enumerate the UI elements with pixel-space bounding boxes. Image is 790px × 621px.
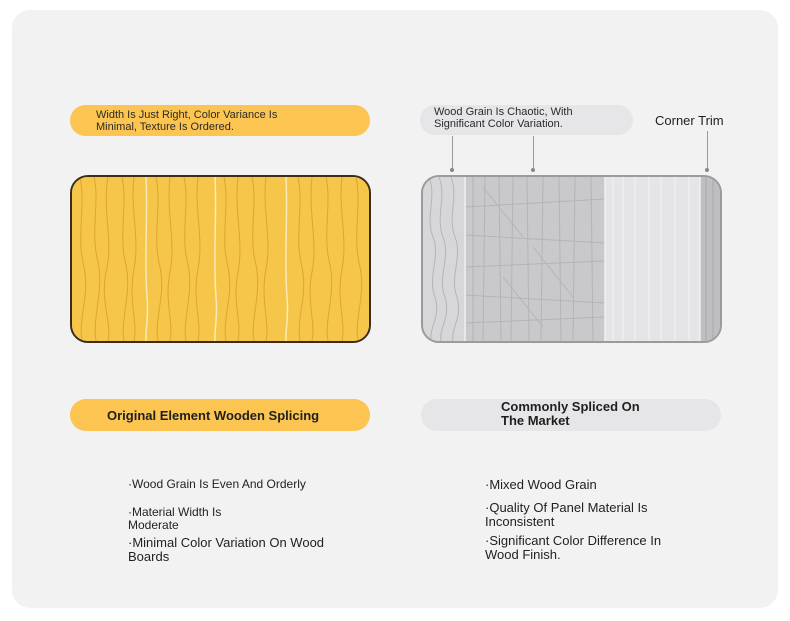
original-wood-panel [70, 175, 371, 343]
left-top-note: Width Is Just Right, Color Variance Is Minimal, Texture Is Ordered. [96, 109, 278, 133]
right-feature-3: ·Significant Color Difference In Wood Finish. [485, 533, 662, 562]
corner-trim-label: Corner Trim [655, 113, 724, 128]
leader-dot-3 [705, 168, 709, 172]
right-feature-1: ·Mixed Wood Grain [485, 477, 597, 492]
leader-dot-2 [531, 168, 535, 172]
leader-line-3 [707, 131, 708, 170]
right-label-pill [421, 399, 721, 431]
gray-wood-grain-texture [423, 177, 720, 341]
leader-line-2 [533, 136, 534, 170]
market-wood-panel [421, 175, 722, 343]
yellow-wood-grain-texture [72, 177, 369, 341]
left-label-pill [70, 399, 370, 431]
right-top-note: Wood Grain Is Chaotic, With Significant Color Variation. [434, 106, 573, 130]
leader-dot-1 [450, 168, 454, 172]
right-top-note-pill [420, 105, 633, 135]
right-feature-2: ·Quality Of Panel Material Is Inconsistent [485, 500, 648, 529]
left-label: Original Element Wooden Splicing [107, 408, 320, 423]
left-feature-1: ·Wood Grain Is Even And Orderly [128, 477, 306, 491]
left-feature-2: ·Material Width Is Moderate [128, 505, 222, 532]
leader-line-1 [452, 136, 453, 170]
left-feature-3: ·Minimal Color Variation On Wood Boards [128, 535, 325, 564]
right-label: Commonly Spliced On The Market [501, 399, 640, 428]
left-top-note-pill [70, 105, 370, 136]
